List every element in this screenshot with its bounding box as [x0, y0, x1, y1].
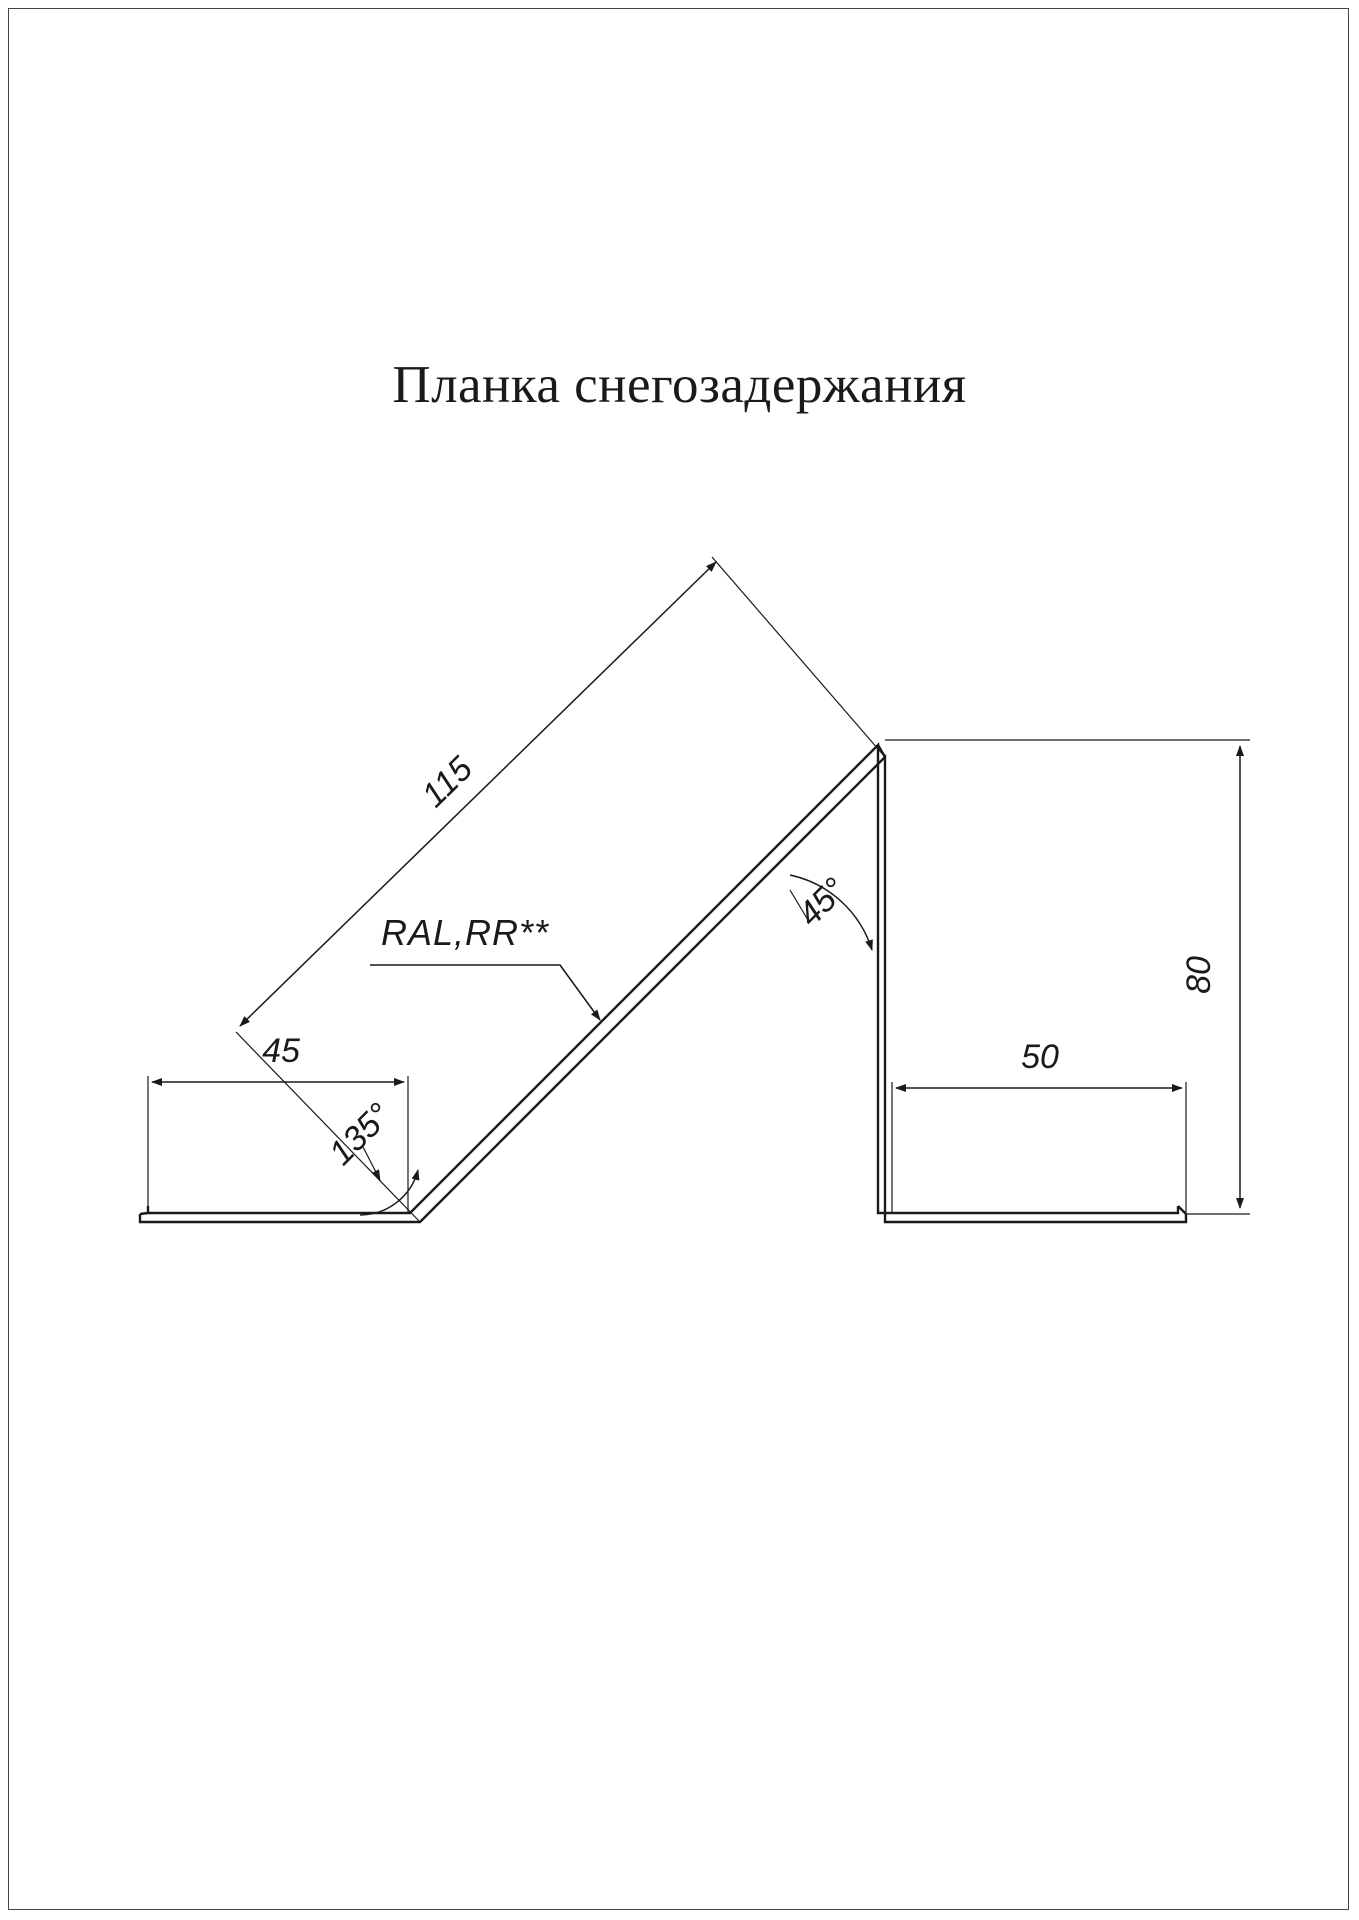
dimension-45-length-label: 45	[262, 1032, 300, 1070]
angle-45-label: 45°	[790, 870, 854, 934]
coating-leader	[370, 965, 600, 1020]
dimension-50	[892, 1082, 1186, 1213]
profile-outline	[140, 745, 1186, 1222]
angle-135-label: 135°	[321, 1095, 399, 1173]
page-title: Планка снегозадержания	[392, 356, 967, 414]
coating-label: RAL,RR**	[380, 912, 550, 953]
dimension-50-label: 50	[1021, 1038, 1059, 1076]
dimension-80-label: 80	[1180, 956, 1218, 994]
dimension-115	[236, 557, 885, 1222]
angle-135	[0, 0, 418, 1215]
dimension-115-label: 115	[414, 749, 480, 815]
